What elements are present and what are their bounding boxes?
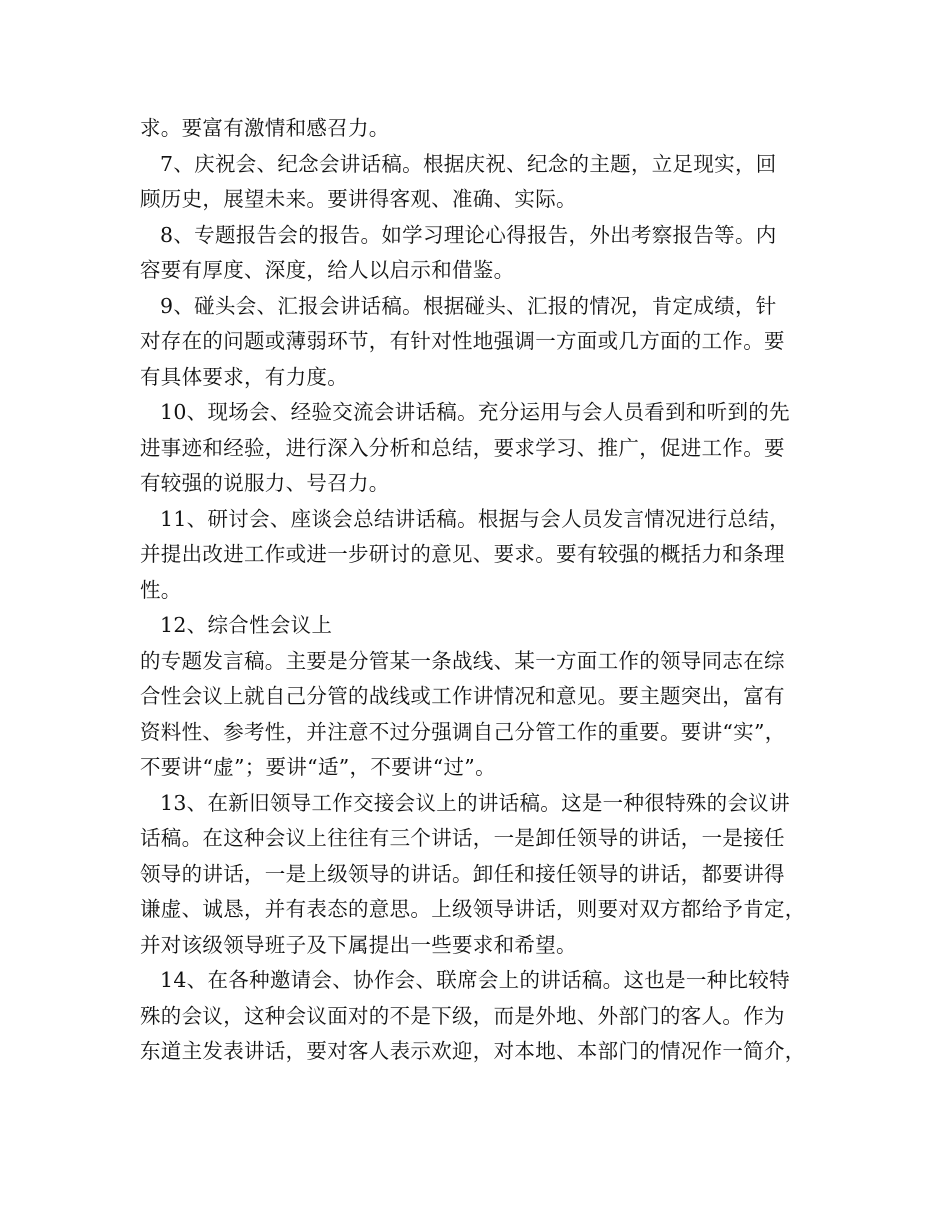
text-line: 进事迹和经验，进行深入分析和总结，要求学习、推广，促进工作。要 (140, 435, 785, 460)
text-line: 13、在新旧领导工作交接会议上的讲话稿。这是一种很特殊的会议讲 (160, 790, 790, 815)
text-line: 东道主发表讲话，要对客人表示欢迎，对本地、本部门的情况作一简介， (140, 1039, 806, 1063)
text-line: 12、综合性会议上 (160, 613, 333, 637)
text-line: 谦虚、诚恳，并有表态的意思。上级领导讲话，则要对双方都给予肯定， (140, 897, 806, 921)
text-line: 11、研讨会、座谈会总结讲话稿。根据与会人员发言情况进行总结， (160, 506, 790, 531)
text-line: 资料性、参考性，并注意不过分强调自己分管工作的重要。要讲“实”， (140, 719, 786, 744)
text-line: 求。要富有激情和感召力。 (140, 116, 390, 140)
text-line: 有具体要求，有力度。 (140, 364, 348, 389)
text-line: 合性会议上就自己分管的战线或工作讲情况和意见。要主题突出，富有 (140, 684, 785, 708)
text-line: 性。 (140, 577, 182, 602)
text-line: 容要有厚度、深度，给人以启示和借鉴。 (140, 258, 515, 282)
text-line: 9、碰头会、汇报会讲话稿。根据碰头、汇报的情况，肯定成绩，针 (160, 293, 777, 318)
text-line: 并对该级领导班子及下属提出一些要求和希望。 (140, 932, 577, 957)
text-line: 8、专题报告会的报告。如学习理论心得报告，外出考察报告等。内 (160, 222, 777, 247)
document-body (140, 111, 815, 1070)
text-line: 顾历史，展望未来。要讲得客观、准确、实际。 (140, 187, 577, 211)
text-line: 对存在的问题或薄弱环节，有针对性地强调一方面或几方面的工作。要 (140, 329, 785, 353)
text-line: 话稿。在这种会议上往往有三个讲话，一是卸任领导的讲话，一是接任 (140, 826, 785, 850)
text-line: 有较强的说服力、号召力。 (140, 471, 390, 495)
text-line: 7、庆祝会、纪念会讲话稿。根据庆祝、纪念的主题，立足现实，回 (160, 151, 777, 176)
text-line: 殊的会议，这种会议面对的不是下级，而是外地、外部门的客人。作为 (140, 1003, 785, 1028)
text-line: 并提出改进工作或进一步研讨的意见、要求。要有较强的概括力和条理 (140, 542, 785, 566)
text-line: 14、在各种邀请会、协作会、联席会上的讲话稿。这也是一种比较特 (160, 968, 790, 992)
text-line: 领导的讲话，一是上级领导的讲话。卸任和接任领导的讲话，都要讲得 (140, 861, 785, 886)
text-line: 的专题发言稿。主要是分管某一条战线、某一方面工作的领导同志在综 (140, 648, 785, 673)
text-line: 不要讲“虚”；要讲“适”，不要讲“过”。 (140, 755, 496, 779)
text-line: 10、现场会、经验交流会讲话稿。充分运用与会人员看到和听到的先 (160, 400, 790, 424)
